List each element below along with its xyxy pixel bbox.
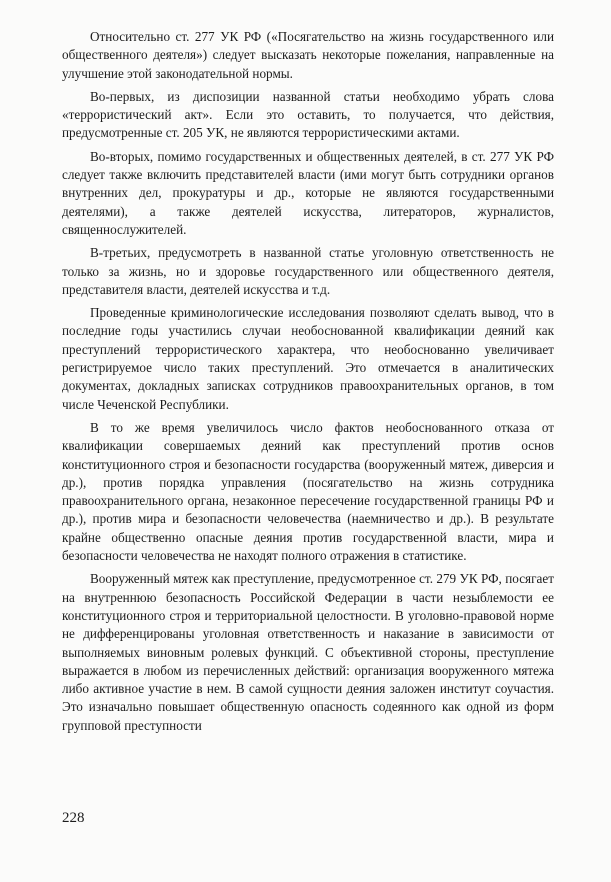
paragraph: В то же время увеличилось число фактов необоснованного отказа от квалификации совершаемых деяний как преступлений против основ конституционного строя и безопасности государства (вооруженный мятеж, диверсия и др.), против порядка управления (посягательство на жизнь сотрудника правоохранительного органа, незаконное пересечение государственной границы РФ и др.), против мира и безопасности человечества (наемничество и др.). В результате крайне общественно опасные деяния против государственной власти, мира и безопасности человечества не находят полного отражения в статистике. (62, 419, 554, 564)
page-number: 228 (62, 810, 85, 826)
paragraph: Во-первых, из диспозиции названной статьи необходимо убрать слова «террористический акт». Если это оставить, то получается, что действия, предусмотренные ст. 205 УК, не являются террористическими актами. (62, 88, 554, 141)
paragraph: Во-вторых, помимо государственных и общественных деятелей, в ст. 277 УК РФ следует также включить представителей власти (ими могут быть сотрудники органов внутренних дел, прокуратуры и др., которые не являются государственными деятелями), а также деятелей искусства, литераторов, журналистов, священнослужителей. (62, 148, 554, 237)
body-text (62, 28, 554, 740)
paragraph: Вооруженный мятеж как преступление, предусмотренное ст. 279 УК РФ, посягает на внутреннюю безопасность Российской Федерации в части незыблемости ее конституционного строя и территориальной целостности. В уголовно-правовой норме не дифференцированы уголовная ответственность и наказание в зависимости от выполняемых виновным ролевых функций. С объективной стороны, преступление выражается в любом из перечисленных действий: организация вооруженного мятежа либо активное участие в нем. В самой сущности деяния заложен институт соучастия. Это изначально повышает общественную опасность содеянного как одной из форм групповой преступности (62, 571, 554, 733)
paragraph: В-третьих, предусмотреть в названной статье уголовную ответственность не только за жизнь, но и здоровье государственного или общественного деятеля, представителя власти, деятелей искусства и т.д. (62, 245, 554, 297)
paragraph: Проведенные криминологические исследования позволяют сделать вывод, что в последние годы участились случаи необоснованной квалификации деяний как преступлений террористического характера, что необоснованно увеличивает регистрируемое число таких преступлений. Это отмечается в аналитических документах, докладных записках сотрудников правоохранительных органов, в том числе Чеченской Республики. (62, 305, 554, 412)
paragraph: Относительно ст. 277 УК РФ («Посягательство на жизнь государственного или общественного деятеля») следует высказать некоторые пожелания, направленные на улучшение этой законодательной нормы. (62, 29, 554, 81)
